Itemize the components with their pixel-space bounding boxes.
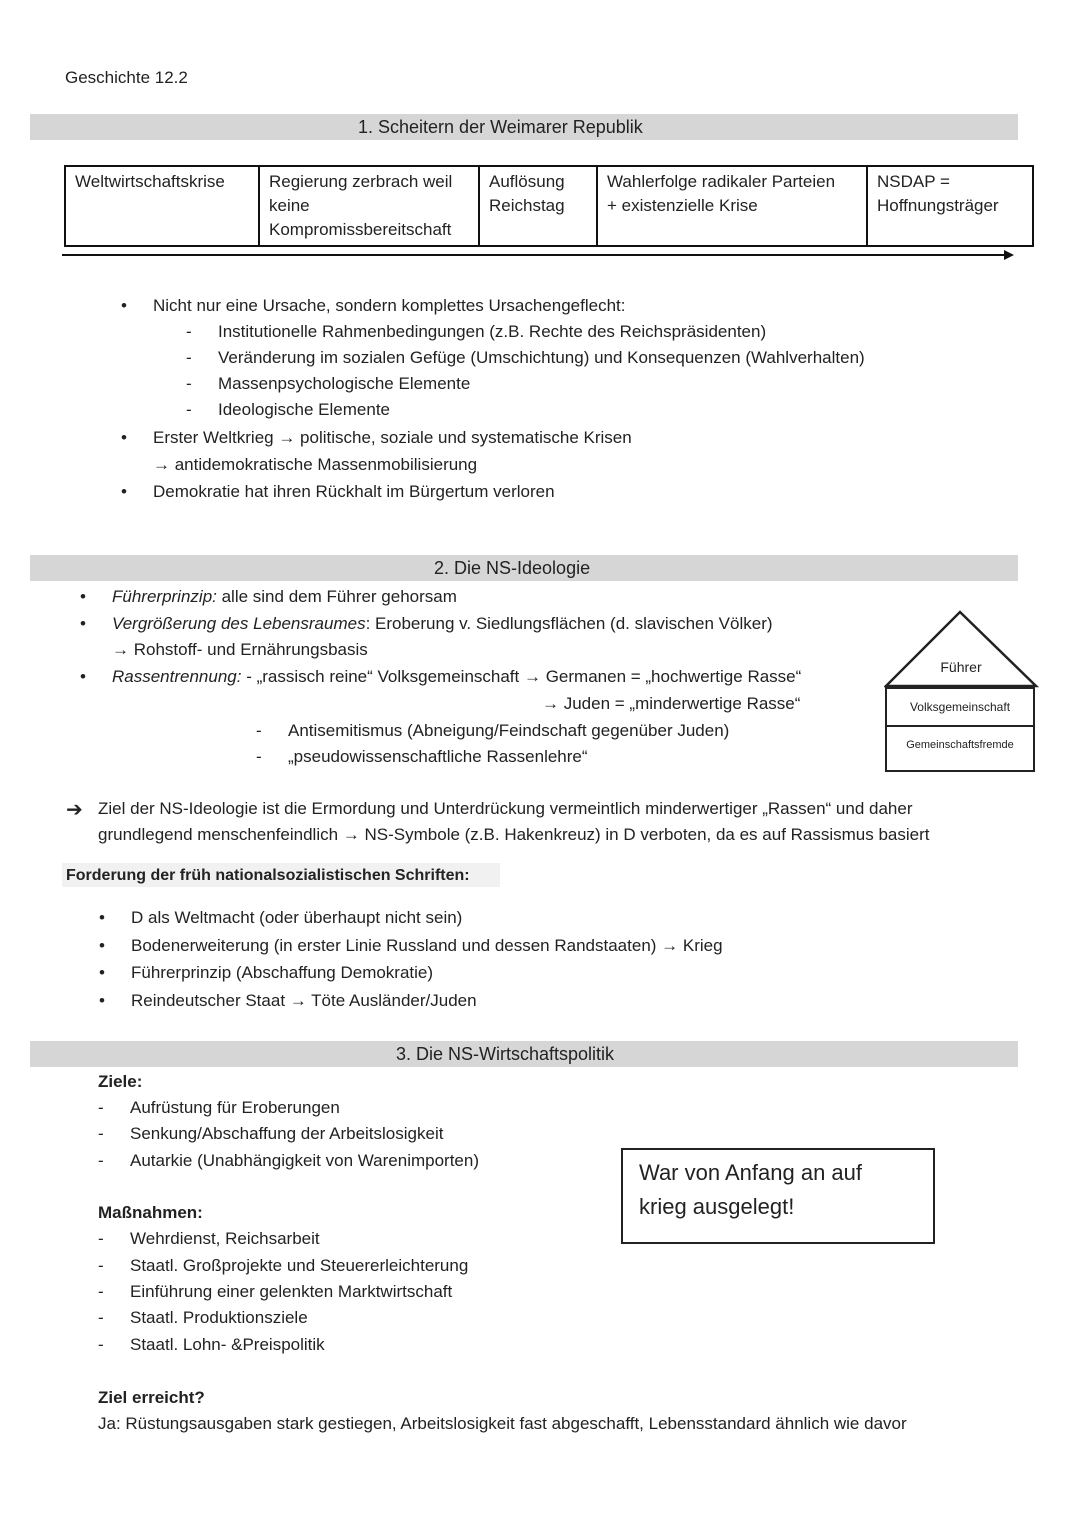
section-2-title: 2. Die NS-Ideologie [434,558,591,578]
timeline-table [64,165,1034,247]
list-item: - Veränderung im sozialen Gefüge (Umschichtung) und Konsequenzen (Wahlverhalten) [218,348,865,368]
list-item: - Senkung/Abschaffung der Arbeitslosigkeit [130,1124,443,1144]
timeline-cell: Weltwirtschaftskrise [65,166,259,246]
note-line-2: krieg ausgelegt! [639,1194,795,1219]
list-item-continuation: → Rohstoff- und Ernährungsbasis [112,640,368,659]
list-item: - Institutionelle Rahmenbedingungen (z.B. Rechte des Reichspräsidenten) [218,322,766,342]
list-item: - Staatl. Großprojekte und Steuererleichterung [130,1256,468,1276]
list-item: - Einführung einer gelenkten Marktwirtschaft [130,1282,452,1302]
list-item: - Autarkie (Unabhängigkeit von Warenimporten) [130,1151,479,1171]
list-item: • D als Weltmacht (oder überhaupt nicht sein) [131,908,462,928]
list-item: • Vergrößerung des Lebensraumes: Eroberung v. Siedlungsflächen (d. slavischen Völker) [112,614,773,634]
page-title: Geschichte 12.2 [65,68,188,87]
timeline-cell: Regierung zerbrach weil keine Kompromissbereitschaft [259,166,479,246]
result-label: Ziel erreicht? [98,1388,205,1407]
section-3-title: 3. Die NS-Wirtschaftspolitik [396,1044,615,1064]
section-1-header [30,114,1018,140]
note-line-1: War von Anfang an auf [639,1160,862,1185]
list-item: • Führerprinzip: alle sind dem Führer gehorsam [112,587,457,607]
list-item: - Staatl. Produktionsziele [130,1308,308,1328]
conclusion-line-1: Ziel der NS-Ideologie ist die Ermordung und Unterdrückung vermeintlich minderwertiger „Rassen“ und daher [98,799,913,818]
pyramid-top-label: Führer [940,659,982,675]
measures-label: Maßnahmen: [98,1203,203,1222]
timeline-arrow-icon [60,248,1016,262]
list-item: - Aufrüstung für Eroberungen [130,1098,340,1118]
conclusion-line-2: grundlegend menschenfeindlich → NS-Symbole (z.B. Hakenkreuz) in D verboten, da es auf Rassismus basiert [98,825,930,844]
list-item: - Massenpsychologische Elemente [218,374,470,394]
list-item: • Erster Weltkrieg → politische, soziale und systematische Krisen [153,428,632,448]
list-item: - „pseudowissenschaftliche Rassenlehre“ [288,747,588,767]
list-item: • Bodenerweiterung (in erster Linie Russland und dessen Randstaaten) → Krieg [131,936,723,956]
timeline-cell: NSDAP = Hoffnungsträger [867,166,1033,246]
list-item: • Rassentrennung: - „rassisch reine“ Volksgemeinschaft → Germanen = „hochwertige Rasse“ [112,667,801,687]
list-item: • Führerprinzip (Abschaffung Demokratie) [131,963,433,983]
list-item: - Staatl. Lohn- &Preispolitik [130,1335,325,1355]
list-item: - Antisemitismus (Abneigung/Feindschaft gegenüber Juden) [288,721,729,741]
list-item-continuation: → Juden = „minderwertige Rasse“ [542,694,801,713]
section-3-header [30,1041,1018,1067]
note-box [621,1148,935,1244]
list-item: - Wehrdienst, Reichsarbeit [130,1229,320,1249]
list-item: • Nicht nur eine Ursache, sondern komplettes Ursachengeflecht: [153,296,625,316]
list-item-continuation: → antidemokratische Massenmobilisierung [153,455,478,474]
demands-heading: Forderung der früh nationalsozialistischen Schriften: [66,867,470,884]
goals-label: Ziele: [98,1072,143,1091]
timeline-cell: Auflösung Reichstag [479,166,597,246]
pyramid-middle-box: Volksgemeinschaft [885,687,1035,727]
result-text: Ja: Rüstungsausgaben stark gestiegen, Arbeitslosigkeit fast abgeschafft, Lebensstandard ähnlich wie davor [98,1414,907,1433]
section-2-header [30,555,1018,581]
arrow-right-icon: ➔ [66,799,83,821]
section-1-title: 1. Scheitern der Weimarer Republik [358,117,643,137]
list-item: • Demokratie hat ihren Rückhalt im Bürgertum verloren [153,482,555,502]
list-item: - Ideologische Elemente [218,400,390,420]
list-item: • Reindeutscher Staat → Töte Ausländer/Juden [131,991,477,1011]
pyramid-roof-icon [884,608,1040,690]
timeline-cell: Wahlerfolge radikaler Parteien + existenzielle Krise [597,166,867,246]
pyramid-bottom-box: Gemeinschaftsfremde [885,725,1035,772]
